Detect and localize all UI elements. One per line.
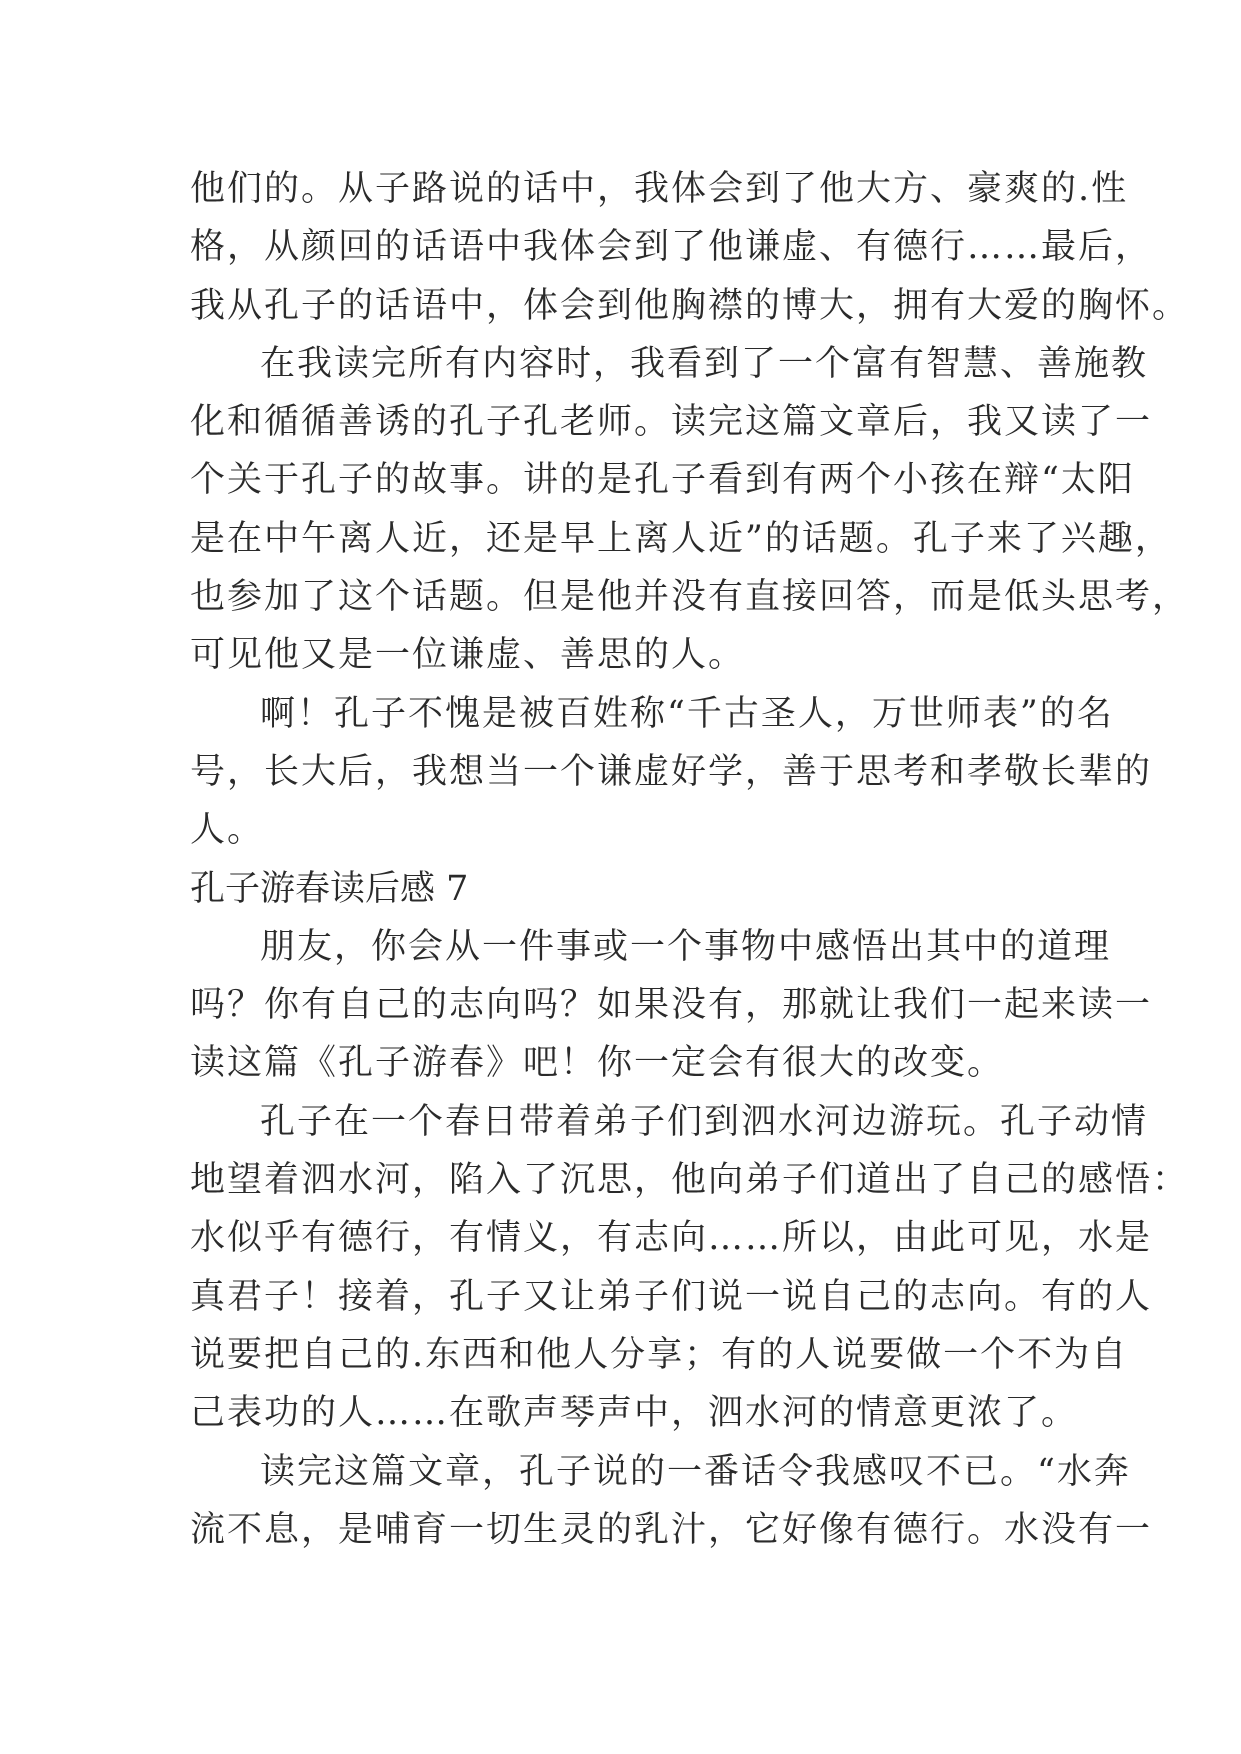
text-line: 真君子！接着，孔子又让弟子们说一说自己的志向。有的人 <box>190 1276 1153 1317</box>
text-line: 孔子在一个春日带着弟子们到泗水河边游玩。孔子动情 <box>260 1101 1149 1142</box>
text-line: 在我读完所有内容时，我看到了一个富有智慧、善施教 <box>260 343 1149 384</box>
text-line: 个关于孔子的故事。讲的是孔子看到有两个小孩在辩“太阳 <box>190 460 1135 501</box>
section-heading: 孔子游春读后感 7 <box>190 868 469 909</box>
text-line: 他们的。从子路说的话中，我体会到了他大方、豪爽的.性 <box>190 169 1129 209</box>
text-line: 朋友，你会从一件事或一个事物中感悟出其中的道理 <box>260 926 1112 967</box>
text-line: 己表功的人……在歌声琴声中，泗水河的情意更浓了。 <box>190 1393 1079 1434</box>
text-line: 是在中午离人近，还是早上离人近”的话题。孔子来了兴趣， <box>190 518 1172 559</box>
text-line: 啊！孔子不愧是被百姓称“千古圣人，万世师表”的名 <box>260 693 1114 734</box>
text-line: 吗？你有自己的志向吗？如果没有，那就让我们一起来读一 <box>190 985 1153 1026</box>
text-line: 水似乎有德行，有情义，有志向……所以，由此可见，水是 <box>190 1218 1153 1259</box>
text-line: 读这篇《孔子游春》吧！你一定会有很大的改变。 <box>190 1043 1005 1084</box>
text-line: 人。 <box>190 810 265 851</box>
text-line: 地望着泗水河，陷入了沉思，他向弟子们道出了自己的感悟： <box>190 1160 1190 1201</box>
text-line: 也参加了这个话题。但是他并没有直接回答，而是低头思考， <box>190 577 1190 618</box>
text-line: 化和循循善诱的孔子孔老师。读完这篇文章后，我又读了一 <box>190 402 1153 443</box>
text-line: 读完这篇文章，孔子说的一番话令我感叹不已。“水奔 <box>260 1451 1131 1492</box>
text-line: 流不息，是哺育一切生灵的乳汁，它好像有德行。水没有一 <box>190 1509 1153 1550</box>
text-line: 号，长大后，我想当一个谦虚好学，善于思考和孝敬长辈的 <box>190 751 1153 792</box>
text-line: 格，从颜回的话语中我体会到了他谦虚、有德行……最后， <box>190 227 1153 268</box>
text-line: 可见他又是一位谦虚、善思的人。 <box>190 635 746 676</box>
text-line: 我从孔子的话语中，体会到他胸襟的博大，拥有大爱的胸怀。 <box>190 285 1190 326</box>
text-line: 说要把自己的.东西和他人分享；有的人说要做一个不为自 <box>190 1334 1129 1375</box>
document-body <box>190 160 1190 1559</box>
